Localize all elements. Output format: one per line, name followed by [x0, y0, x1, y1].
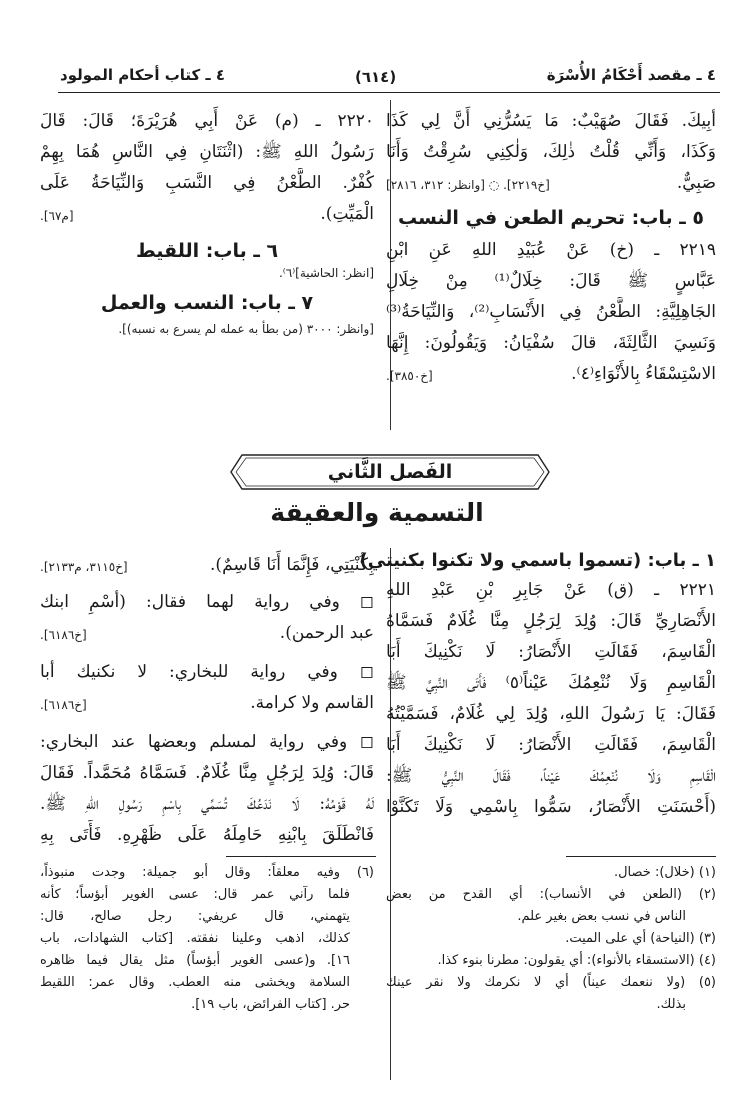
text-line: الاسْتِسْقَاءُ بِالأَنْوَاءِ⁽٤⁾.	[571, 364, 716, 384]
footnote: (٤) (الاستسقاء بالأنواء): أي يقولون: مطرنا بنوء كذا.	[437, 953, 716, 968]
text-line: الْمَيِّتِ).	[320, 204, 374, 224]
text-line: وَكَذَا، وَأَنِّي قُلْتُ ذٰلِكَ، وَلٰكِنِي سُرِقْتُ وَأَنَا	[386, 142, 716, 162]
text-line: ٢٢١٩ ـ (خ) عَنْ عُبَيْدِ اللهِ عَنِ ابْنِ	[386, 240, 716, 260]
text-line-with-ref	[386, 168, 716, 199]
text-line: وَنَسِيَ الثَّالِثَةَ، قالَ سُفْيَانُ: وَيَقُولُونَ: إِنَّهَا	[386, 333, 716, 353]
text-line: قَالَ: وُلِدَ لِرَجُلٍ مِنَّا غُلَامٌ. فَسَمَّاهُ مُحَمَّداً. فَقَالَ	[40, 763, 374, 783]
header-chapter-title: ٤ ـ كتاب أحكام المولود	[60, 66, 225, 84]
chapter-title: الفَصل الثَّاني	[327, 461, 453, 483]
text-line: فَانْطَلَقَ بِابْنِهِ حَامِلَهُ عَلَى ظَهْرِهِ. فَأَتَى بِهِ	[40, 825, 374, 845]
page-number: (٦١٤)	[355, 68, 397, 86]
footnote: (٥) (ولا ننعمك عيناً) أي لا نكرمك ولا نقر عينك	[386, 975, 716, 990]
hadith-reference: [خ٣٨٥٠].	[386, 369, 433, 383]
text-line-with-ref	[386, 359, 716, 390]
text-line: ◻ وفي رواية للبخاري: لا نكنيك أبا	[40, 662, 374, 682]
header-rule	[58, 92, 720, 93]
text-line: ٢٢٢١ ـ (ق) عَنْ جَابِرِ بْنِ عَبْدِ اللهِ	[386, 580, 716, 600]
text-line: القاسم ولا كرامة.	[250, 693, 374, 713]
text-line: الجَاهِلِيَّةِ: الطَّعْنُ فِي الأَنْسَابِ⁽²⁾، وَالنِّيَاحَةُ⁽³⁾	[386, 302, 716, 322]
text-line: بِكُنْيَتِي، فَإِنَّمَا أَنَا قَاسِمٌ).	[210, 555, 374, 575]
footnote: (٣) (النياحة) أي على الميت.	[565, 931, 716, 946]
footnote: (١) (خلال): خصال.	[613, 865, 716, 880]
text-line-with-ref	[40, 688, 374, 719]
text-line: صَبِيٌّ.	[676, 173, 716, 193]
bottom-right-column	[359, 550, 716, 823]
section-heading-1: ١ ـ باب: (تسموا باسمي ولا تكنوا بكنيتي)	[359, 550, 716, 571]
chapter-main-title: التسمية والعقيقة	[270, 498, 484, 527]
footnotes-right	[386, 862, 716, 1016]
footnote: (٢) (الطعن في الأنساب): أي القدح من بعض	[386, 887, 716, 902]
text-line-with-ref	[40, 550, 374, 581]
footnote: كذلك، اذهب وعلينا نفقته. [كتاب الشهادات، باب	[40, 931, 350, 946]
footnote: بذلك.	[656, 997, 686, 1012]
text-line: ◻ وفي رواية لمسلم وبعضها عند البخاري:	[40, 732, 374, 752]
text-line: عبد الرحمن).	[279, 623, 374, 643]
hadith-reference: [خ٦١٨٦].	[40, 628, 87, 642]
text-line: فَقَالَ: يَا رَسُولَ اللهِ، وُلِدَ لِي غُلَامٌ، فَسَمَّيْتُهُ	[386, 704, 716, 724]
text-line: لَهُ قَوْمُهُ: لَا نَدَعُكَ تُسَمِّي بِاسْمِ رَسُولِ اللهِ ﷺ.	[40, 794, 374, 814]
footnote: فلما رآني عمر قال: عسى الغوير أبؤساً؛ كأنه	[40, 887, 350, 902]
top-right-column	[386, 106, 716, 390]
footnote: ١٦]. و(عسى الغوير أبؤساً) مثل يقال فيما ظاهره	[40, 953, 350, 968]
hadith-reference: [انظر: الحاشية]⁽٦⁾.	[278, 266, 374, 280]
text-line: الأَنْصَارِيِّ قَالَ: وُلِدَ لِرَجُلٍ مِنَّا غُلَامٌ فَسَمَّاهُ	[386, 611, 716, 631]
footnote-separator-right	[566, 856, 716, 857]
text-line: الْقَاسِمَ، فَقَالَتِ الأَنْصَارُ: لَا نَكْنِيكَ أَبَا	[386, 735, 716, 755]
text-line: الْقَاسِمِ وَلَا نُنْعِمُكَ عَيْناً، فَقَالَ النَّبِيُّ ﷺ:	[386, 766, 716, 786]
section-heading-7: ٧ ـ باب: النسب والعمل	[100, 292, 314, 314]
footnote: السلامة ويخشى منه العطب. وقال عمر: اللقيط	[40, 975, 350, 990]
text-line: (أَحْسَنَتِ الأَنْصَارُ، سَمُّوا بِاسْمِي وَلَا تَكَنَّوْا	[386, 797, 716, 817]
text-line: الْقَاسِمَ، فَقَالَتِ الأَنْصَارُ: لَا نَكْنِيكَ أَبَا	[386, 642, 716, 662]
hadith-reference: [م٦٧].	[40, 209, 74, 223]
footnote: حر. [كتاب الفرائض، باب ١٩].	[191, 997, 350, 1012]
text-line: الْقَاسِمِ وَلَا نُنْعِمُكَ عَيْناً⁽٥⁾ فَأَتَى النَّبِيَّ ﷺ	[386, 673, 716, 693]
hadith-reference: [خ٦١٨٦].	[40, 698, 87, 712]
hadith-reference: [خ٢٢١٩]. ◌ [وانظر: ٣١٢، ٢٨١٦]	[386, 178, 550, 192]
bottom-left-column	[40, 550, 374, 851]
footnote-separator-left	[226, 856, 376, 857]
text-line: أبِيكَ. فَقَالَ صُهَيْبٌ: مَا يَسُرُّنِي أَنَّ لِي كَذَا	[386, 111, 716, 131]
text-line: ٢٢٢٠ ـ (م) عَنْ أَبِي هُرَيْرَةَ؛ قَالَ: قَالَ	[40, 111, 374, 131]
text-line: رَسُولُ اللهِ ﷺ: (اثْنَتَانِ فِي النَّاسِ هُمَا بِهِمْ	[40, 142, 374, 162]
hadith-reference: [خ٣١١٥، م٢١٣٣].	[40, 560, 128, 574]
text-line: كُفْرٌ. الطَّعْنُ فِي النَّسَبِ وَالنِّيَاحَةُ عَلَى	[40, 173, 374, 193]
top-left-column	[40, 106, 374, 336]
header-book-title: ٤ ـ مقصد أَحْكَامُ الأُسْرَة	[546, 66, 716, 84]
footnote: يتهمني، قال عريفي: رجل صالح، قال:	[40, 909, 350, 924]
hadith-reference: [وانظر: ٣٠٠٠ (من بطأ به عمله لم يسرع به نسبه)].	[118, 322, 374, 336]
text-line-with-ref	[40, 199, 374, 230]
text-line-with-ref	[40, 618, 374, 649]
footnote: (٦) وفيه معلقاً: وقال أبو جميلة: وجدت منبوذاً،	[40, 865, 374, 880]
section-heading-5: ٥ ـ باب: تحريم الطعن في النسب	[398, 207, 704, 229]
footnotes-left	[40, 862, 374, 1016]
text-line: ◻ وفي رواية لهما فقال: (أسْمِ ابنك	[40, 592, 374, 612]
footnote: الناس في نسب بعض بغير علم.	[517, 909, 686, 924]
chapter-title-box	[228, 452, 552, 492]
section-heading-6: ٦ ـ باب: اللقيط	[135, 240, 279, 262]
text-line: عَبَّاسٍ ﷺ قَالَ: خِلَالٌ⁽¹⁾ مِنْ خِلَالِ	[386, 271, 716, 291]
